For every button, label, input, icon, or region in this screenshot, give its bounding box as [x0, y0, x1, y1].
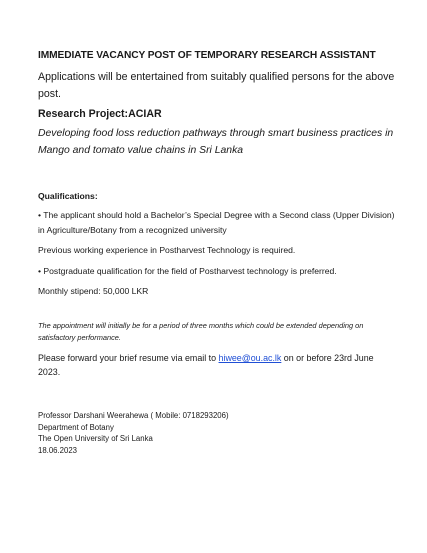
appointment-note: The appointment will initially be for a period of three months which could be extended depending on satisfactory performance.: [38, 321, 364, 342]
monthly-stipend: Monthly stipend: 50,000 LKR: [38, 286, 149, 296]
research-project-line: [38, 108, 398, 120]
vacancy-notice: [38, 50, 398, 456]
signatory-name: Professor Darshani Weerahewa ( Mobile: 0718293206): [38, 411, 229, 420]
notice-title: IMMEDIATE VACANCY POST OF TEMPORARY RESEARCH ASSISTANT: [38, 50, 376, 61]
signatory-department: Department of Botany: [38, 422, 114, 432]
email-link[interactable]: hiwee@ou.ac.lk: [218, 353, 282, 363]
research-project-label: Research Project:: [38, 108, 129, 120]
intro-text: Applications will be entertained from suitably qualified persons for the above post.: [38, 71, 395, 100]
project-description: Developing food loss reduction pathways through smart business practices in Mango and tomato value chains in Sri Lanka: [38, 128, 394, 156]
forward-suffix: on or before 23rd June 2023.: [38, 353, 374, 377]
qualification-item: • Postgraduate qualification for the field of Postharvest technology is preferred.: [38, 265, 337, 276]
research-project-name: ACIAR: [128, 108, 162, 120]
signatory-university: The Open University of Sri Lanka: [38, 434, 153, 443]
qualification-item: Previous working experience in Postharvest Technology is required.: [38, 245, 296, 255]
forward-prefix: Please forward your brief resume via email to: [38, 353, 219, 363]
signature-block: [38, 410, 398, 456]
application-instructions: [38, 351, 398, 379]
qualifications-heading: Qualifications:: [38, 191, 98, 201]
qualification-item: • The applicant should hold a Bachelor’s Special Degree with a Second class (Upper Division) in Agriculture/Botany from a recognized university: [38, 210, 395, 235]
notice-date: 18.06.2023: [38, 445, 78, 455]
